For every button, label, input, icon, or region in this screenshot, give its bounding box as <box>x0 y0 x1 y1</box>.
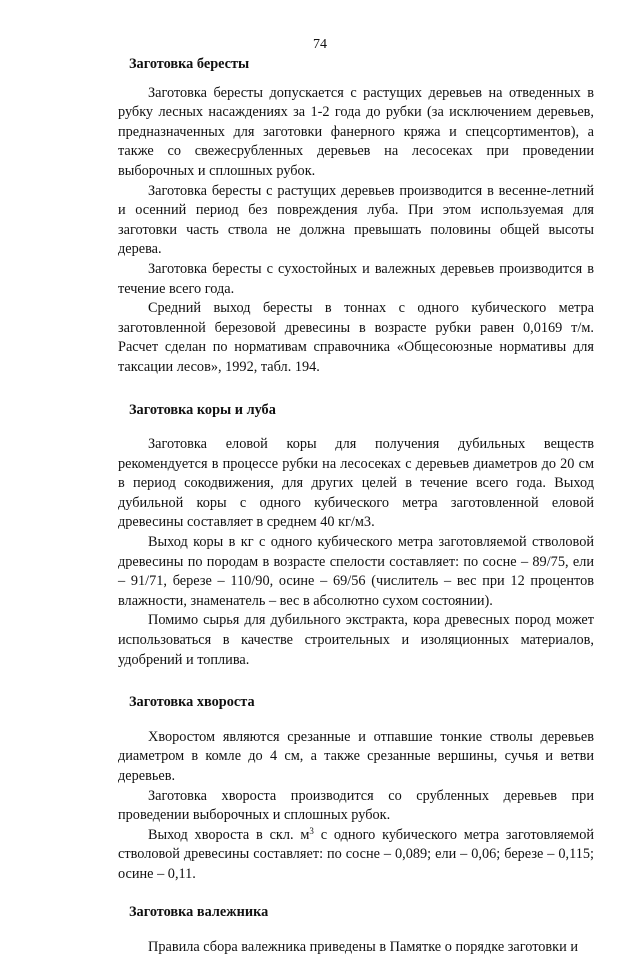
paragraph-brushwood-yield <box>118 826 594 885</box>
page-content <box>118 55 594 958</box>
yield-text-end: с одного кубического метра заготовляемой стволовой древесины составляет: по сосне – 0,089; ели – 0,06; березе – 0,115; осине – 0,11. <box>118 826 594 882</box>
superscript-3: 3 <box>309 825 314 836</box>
section-bark-and-bast <box>118 401 594 671</box>
section-title: Заготовка коры и луба <box>129 401 276 418</box>
paragraph: Заготовка бересты с растущих деревьев производится в весенне-летний и осенний период без повреждения луба. При этом используемая для заготовки часть ствола не должна превышать половины общей высоты дерева. <box>118 182 594 258</box>
paragraph: Помимо сырья для дубильного экстракта, кора древесных пород может использоваться в качестве строительных и изоляционных материалов, удобрений и топлива. <box>118 612 594 668</box>
paragraph: Заготовка хвороста производится со срубленных деревьев при проведении выборочных и сплошных рубок. <box>118 787 594 824</box>
section-brushwood <box>118 693 594 884</box>
paragraph: Хворостом являются срезанные и отпавшие тонкие стволы деревьев диаметром в комле до 4 см, а также срезанные вершины, сучья и ветви деревьев. <box>118 728 594 784</box>
paragraph: Заготовка бересты допускается с растущих деревьев на отведенных в рубку лесных насаждениях за 1-2 года до рубки (за исключением деревьев, предназначенных для заготовки фанерного кряжа и спецсортиментов), а также со свежесрубленных деревьев на лесосеках при проведении выборочных и сплошных рубок. <box>118 84 594 179</box>
paragraph: Средний выход бересты в тоннах с одного кубического метра заготовленной березовой древесины в возрасте рубки равен 0,0169 т/м. Расчет сделан по нормативам справочника «Общесоюзные нормативы для таксации лесов», 1992, табл. 194. <box>118 300 594 375</box>
section-deadwood <box>118 903 594 958</box>
section-title: Заготовка валежника <box>129 903 269 920</box>
paragraph: Заготовка бересты с сухостойных и валежных деревьев производится в течение всего года. <box>118 260 594 297</box>
paragraph: Правила сбора валежника приведены в Памятке о порядке заготовки и <box>148 939 579 956</box>
yield-text-start: Выход хвороста в скл. м <box>148 826 310 843</box>
paragraph: Заготовка еловой коры для получения дубильных веществ рекомендуется в процессе рубки на лесосеках с деревьев диаметров до 20 см в период сокодвижения, для других целей в течение всего года. Выход дубильной коры с одного кубического метра заготовленной еловой древесины составляет в среднем 40 кг/м3. <box>118 436 594 531</box>
page-number: 74 <box>313 37 327 52</box>
paragraph: Выход коры в кг с одного кубического метра заготовляемой стволовой древесины по породам в возрасте спелости составляет: по сосне – 89/75, ели – 91/71, березе – 110/90, осине – 69/56 (числитель – вес при 12 процентов влажности, знаменатель – вес в абсолютно сухом состоянии). <box>118 534 594 609</box>
section-birch-bark <box>118 55 594 378</box>
section-title: Заготовка бересты <box>129 56 250 72</box>
section-title: Заготовка хвороста <box>129 694 255 711</box>
